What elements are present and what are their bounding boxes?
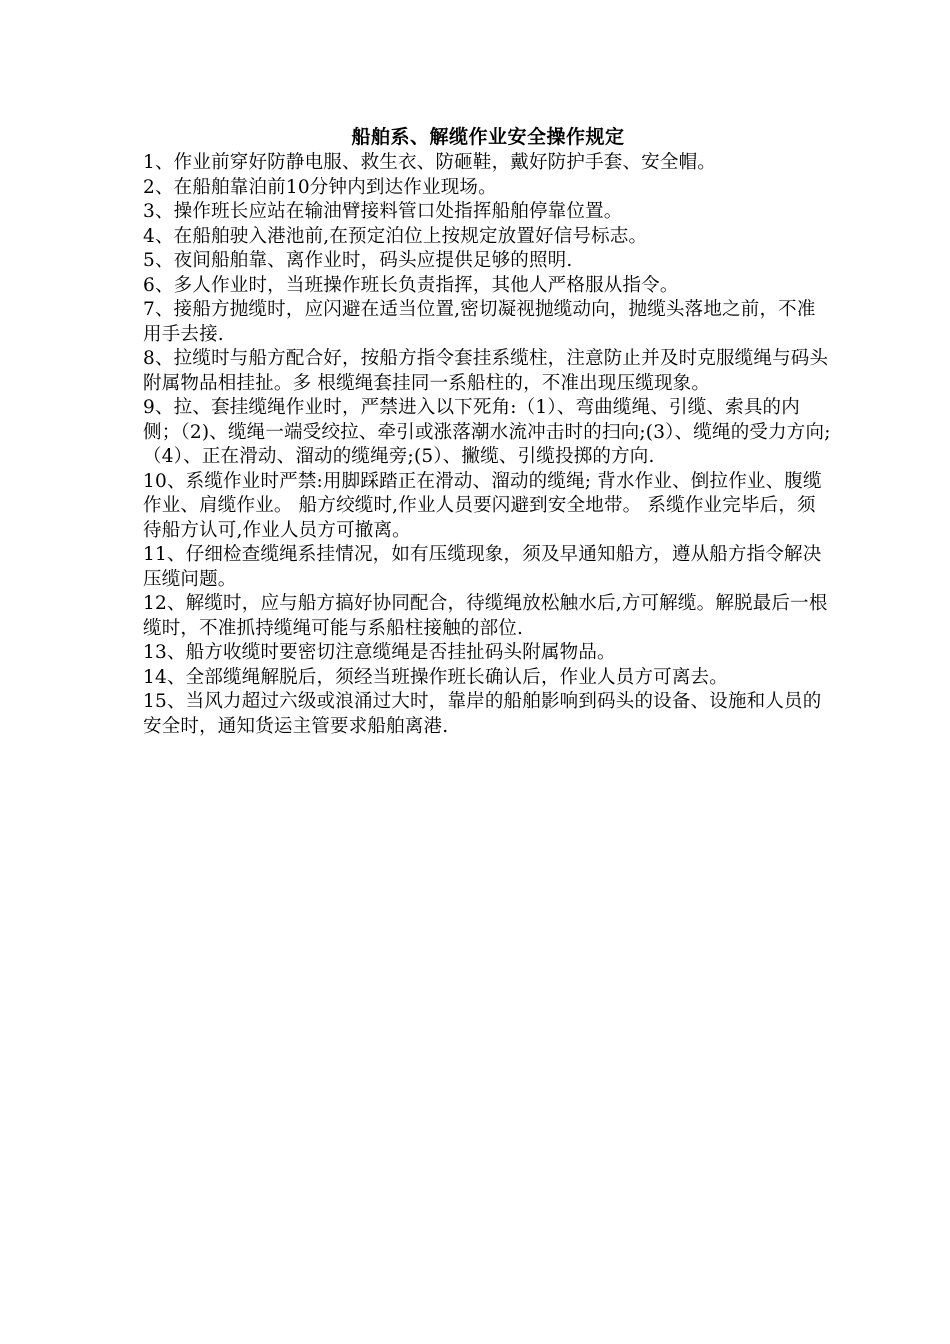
rule-item: 4、在船舶驶入港池前,在预定泊位上按规定放置好信号标志。 [143, 225, 648, 247]
rule-item: 11、仔细检查缆绳系挂情况，如有压缆现象，须及早通知船方，遵从船方指令解决压缆问题。 [143, 544, 822, 590]
rule-item: 14、全部缆绳解脱后，须经当班操作班长确认后，作业人员方可离去。 [143, 666, 728, 688]
rule-item: 8、拉缆时与船方配合好，按船方指令套挂系缆柱，注意防止并及时克服缆绳与码头附属物品相挂扯。多 根缆绳套挂同一系船柱的，不准出现压缆现象。 [143, 348, 829, 394]
rule-item: 10、系缆作业时严禁:用脚踩踏正在滑动、溜动的缆绳; 背水作业、倒拉作业、腹缆作业、肩缆作业。 船方绞缆时,作业人员要闪避到安全地带。 系缆作业完毕后，须待船方认可,作业人员方可撤离。 [143, 470, 822, 541]
rule-item: 12、解缆时，应与船方搞好协同配合，待缆绳放松触水后,方可解缆。解脱最后一根缆时，不准抓持缆绳可能与系船柱接触的部位. [143, 593, 828, 639]
rule-item: 3、操作班长应站在输油臂接料管口处指挥船舶停靠位置。 [143, 201, 623, 222]
rule-item: 15、当风力超过六级或浪涌过大时，靠岸的船舶影响到码头的设备、设施和人员的安全时，通知货运主管要求船舶离港. [143, 691, 822, 737]
rule-item: 9、拉、套挂缆绳作业时，严禁进入以下死角:（1）、弯曲缆绳、引缆、索具的内侧；（2)、缆绳一端受绞拉、牵引或涨落潮水流冲击时的扫向;(3）、缆绳的受力方向;（4）、正在滑动、溜动的缆绳旁;(5）、撇缆、引缆投掷的方向. [143, 397, 831, 467]
rule-item: 2、在船舶靠泊前10分钟内到达作业现场。 [143, 176, 497, 198]
rules-list [143, 151, 833, 739]
rule-item: 13、船方收缆时要密切注意缆绳是否挂扯码头附属物品。 [143, 642, 616, 663]
document-title: 船舶系、解缆作业安全操作规定 [351, 126, 625, 148]
rule-item: 5、夜间船舶靠、离作业时，码头应提供足够的照明. [143, 250, 573, 271]
rule-item: 7、接船方抛缆时，应闪避在适当位置,密切凝视抛缆动向，抛缆头落地之前，不准用手去接. [143, 299, 816, 345]
rule-item: 6、多人作业时，当班操作班长负责指挥，其他人严格服从指令。 [143, 274, 679, 296]
document-body [143, 123, 833, 739]
rule-item: 1、作业前穿好防静电服、救生衣、防砸鞋，戴好防护手套、安全帽。 [143, 152, 716, 173]
